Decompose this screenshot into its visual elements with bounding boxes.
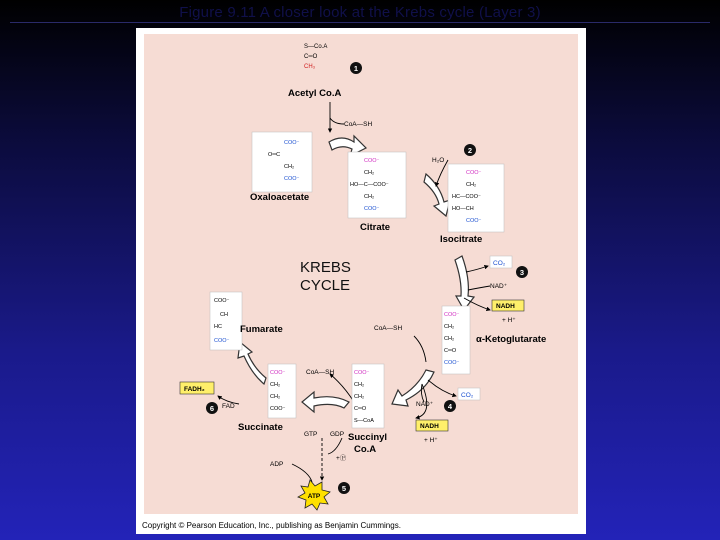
structure-succinate [268, 364, 296, 418]
reagent-h2o: H₂O [432, 157, 445, 164]
struct-line: COO⁻ [284, 176, 300, 182]
reagent-h-plus-2: + H⁺ [424, 437, 438, 444]
struct-line: CH₂ [354, 394, 365, 400]
reagent-fad: FAD [222, 403, 235, 410]
struct-line: CH₂ [284, 164, 295, 170]
reagent-fadh2: FADH₂ [184, 386, 205, 393]
reagent-gdp: GDP [330, 431, 345, 438]
atp-star [298, 480, 330, 510]
step-marker-2 [464, 144, 476, 156]
molecule-oxaloacetate: Oxaloacetate [250, 192, 310, 203]
struct-line: CH₂ [270, 382, 281, 388]
arrow-citrate-isocitrate [424, 174, 450, 216]
struct-line: CH₂ [444, 336, 455, 342]
struct-line: COO⁻ [214, 298, 230, 304]
struct-line: C═O [304, 54, 318, 60]
arrow-succinylcoa-succinate [302, 392, 349, 412]
copyright-notice: Copyright © Pearson Education, Inc., publishing as Benjamin Cummings. [142, 521, 401, 530]
struct-line: COO⁻ [364, 206, 380, 212]
struct-line: COO⁻ [270, 406, 286, 412]
step-number: 4 [447, 402, 453, 411]
struct-line: S—CoA [354, 418, 374, 424]
reagent-co2-1: CO₂ [493, 260, 506, 267]
step-marker-3 [516, 266, 528, 278]
cycle-title [300, 259, 351, 294]
arrow-gdp-gtp [328, 438, 342, 454]
struct-line: CH₂ [270, 394, 281, 400]
step-marker-6 [206, 402, 218, 414]
struct-line: CH₂ [466, 182, 477, 188]
step-number: 3 [519, 268, 525, 277]
struct-line: CH₂ [364, 194, 375, 200]
step-number: 5 [341, 484, 347, 493]
cycle-title-line2: CYCLE [300, 277, 351, 294]
reagent-h-plus-1: + H⁺ [502, 317, 516, 324]
figure-panel [136, 28, 586, 534]
struct-line: HO—C—COO⁻ [350, 182, 389, 188]
title-divider [10, 22, 710, 23]
struct-line: COO⁻ [270, 370, 286, 376]
reagent-nad-2: NAD⁺ [416, 401, 434, 408]
struct-line: CH₂ [444, 324, 455, 330]
arrow-nad-in-1 [468, 286, 490, 290]
struct-line: COO⁻ [214, 338, 230, 344]
molecule-isocitrate: Isocitrate [440, 234, 483, 245]
krebs-cycle-diagram [144, 34, 578, 514]
molecule-fumarate: Fumarate [240, 324, 283, 335]
cycle-title-line1: KREBS [300, 259, 351, 276]
reagent-nadh-2: NADH [420, 423, 439, 430]
structure-oxaloacetate [252, 132, 312, 192]
struct-line: COO⁻ [444, 312, 460, 318]
step-marker-5 [338, 482, 350, 494]
molecule-succinate: Succinate [238, 422, 283, 433]
reagent-coa-sh-2: CoA—SH [374, 325, 403, 332]
reagent-co2-2: CO₂ [461, 392, 474, 399]
struct-line: O═C [268, 152, 281, 158]
arrow-co2-out-2 [428, 380, 456, 396]
struct-line: CH [220, 312, 228, 318]
diagram-background [144, 34, 578, 514]
structure-alpha-ketoglutarate [442, 306, 470, 374]
reagent-atp: ATP [307, 493, 321, 500]
molecule-alpha-ketoglutarate: α-Ketoglutarate [476, 334, 547, 345]
struct-line: COO⁻ [284, 140, 300, 146]
struct-line: COO⁻ [444, 360, 460, 366]
struct-line: COO⁻ [354, 370, 370, 376]
struct-line: CH₃ [304, 64, 316, 70]
step-number: 1 [353, 64, 359, 73]
struct-line: HC [214, 324, 222, 330]
struct-line: C═O [444, 348, 457, 354]
structure-fumarate [210, 292, 242, 350]
structure-succinyl-coa [352, 364, 384, 428]
molecule-citrate: Citrate [360, 222, 391, 233]
struct-line: COO⁻ [466, 218, 482, 224]
step-number: 6 [209, 404, 215, 413]
struct-line: CH₂ [364, 170, 375, 176]
reagent-coa-sh-3: CoA—SH [306, 369, 335, 376]
structure-isocitrate [448, 164, 504, 232]
struct-line: HO—CH [452, 206, 474, 212]
structure-citrate [348, 152, 406, 218]
struct-line: COO⁻ [466, 170, 482, 176]
struct-line: HC—COO⁻ [452, 194, 481, 200]
reagent-coa-sh-1: CoA—SH [344, 121, 373, 128]
struct-line: S—Co.A [304, 44, 328, 50]
step-marker-4 [444, 400, 456, 412]
reagent-nad-1: NAD⁺ [490, 283, 508, 290]
struct-line: COO⁻ [364, 158, 380, 164]
struct-line: C═O [354, 406, 367, 412]
molecule-succinyl-coa-line2: Co.A [354, 444, 377, 455]
arrow-coash-in-2 [414, 336, 426, 362]
reagent-gtp: GTP [304, 431, 318, 438]
step-number: 2 [467, 146, 473, 155]
reagent-adp: ADP [270, 461, 284, 468]
arrow-coash-out-1 [330, 118, 344, 124]
structure-acetyl-coa [304, 44, 327, 70]
struct-line: CH₂ [354, 382, 365, 388]
arrow-adp-atp [292, 464, 312, 482]
reagent-nadh-1: NADH [496, 303, 515, 310]
arrow-co2-out-1 [466, 266, 488, 272]
step-marker-1 [350, 62, 362, 74]
reagent-pi: +Ⓟ [336, 455, 347, 462]
molecule-succinyl-coa: Succinyl [348, 432, 388, 443]
slide-title: Figure 9.11 A closer look at the Krebs cycle (Layer 3) [179, 4, 541, 21]
molecule-acetyl-coa: Acetyl Co.A [288, 88, 342, 99]
